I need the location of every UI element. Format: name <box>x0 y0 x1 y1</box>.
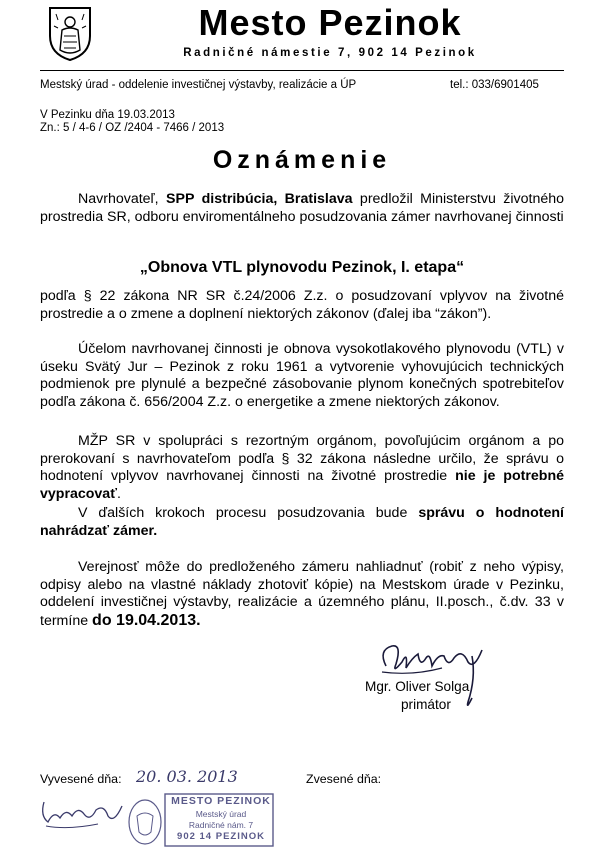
paragraph-next-steps: V ďalších krokoch procesu posudzovania bude správu o hodnotení nahrádzať zámer. <box>40 505 564 539</box>
office-department: Mestský úrad - oddelenie investičnej výstavby, realizácie a ÚP <box>40 79 357 91</box>
office-phone: tel.: 033/6901405 <box>450 79 539 91</box>
reference-number: Zn.: 5 / 4-6 / OZ /2404 - 7466 / 2013 <box>40 122 225 134</box>
paragraph-public-access: Verejnosť môže do predloženého zámeru nahliadnuť (robiť z neho výpisy, odpisy alebo na vlastné náklady zhotoviť kópie) na Mestskom úrade v Pezinku, oddelení investičnej výstavby, realizácie a územného plánu, II.posch., č.dv. 33 v termíne do 19.04.2013. <box>40 559 564 629</box>
posted-date-value: 20. 03. 2013 <box>136 767 238 786</box>
posted-date-label: Vyvesené dňa: <box>40 772 122 786</box>
project-title: „Obnova VTL plynovodu Pezinok, I. etapa“ <box>139 259 465 276</box>
signer-name: Mgr. Oliver Solga <box>365 679 470 694</box>
header-divider <box>40 70 564 71</box>
office-address: Radničné námestie 7, 902 14 Pezinok <box>183 47 477 59</box>
signer-role: primátor <box>401 697 451 712</box>
office-stamp <box>125 792 277 848</box>
stamp-line-2: Mestský úrad <box>195 809 247 819</box>
paragraph-purpose: Účelom navrhovanej činnosti je obnova vysokotlakového plynovodu (VTL) v úseku Svätý Jur – Pezinok z roku 1961 a vytvorenie vyhovujúcich technických podmienok pre plynulé a bezpečné zásobovanie plynom konečných spotrebiteľov podľa zákona č. 656/2004 Z.z. o energetike a zmene niektorých zákonov. <box>40 341 564 410</box>
page-title: Mesto Pezinok <box>198 2 462 43</box>
stamp-line-3: Radničné nám. 7 <box>188 820 254 830</box>
stamp-line-4: 902 14 PEZINOK <box>177 831 265 842</box>
stamp-line-1: MESTO PEZINOK <box>171 795 271 807</box>
coat-of-arms-icon <box>48 6 92 62</box>
paragraph-proposer: Navrhovateľ, SPP distribúcia, Bratislava predložil Ministerstvu životného prostredia SR, odboru enviromentálneho posudzovania zámer navrhovanej činnosti <box>40 191 564 225</box>
paragraph-decision: MŽP SR v spolupráci s rezortným orgánom, povoľujúcim orgánom a po prerokovaní s navrhovateľom podľa § 32 zákona následne určilo, že správu o hodnotení vplyvov navrhovanej činnosti na životné prostredie nie je potrebné vypracovať. <box>40 433 564 502</box>
document-heading: Oznámenie <box>212 146 392 174</box>
paragraph-legal-basis: podľa § 22 zákona NR SR č.24/2006 Z.z. o posudzovaní vplyvov na životné prostredie a o zmene a doplnení niektorých zákonov (ďalej iba “zákon”). <box>40 288 564 322</box>
removed-date-label: Zvesené dňa: <box>306 772 382 786</box>
document-date: V Pezinku dňa 19.03.2013 <box>40 109 175 121</box>
handwritten-initials <box>38 796 128 832</box>
